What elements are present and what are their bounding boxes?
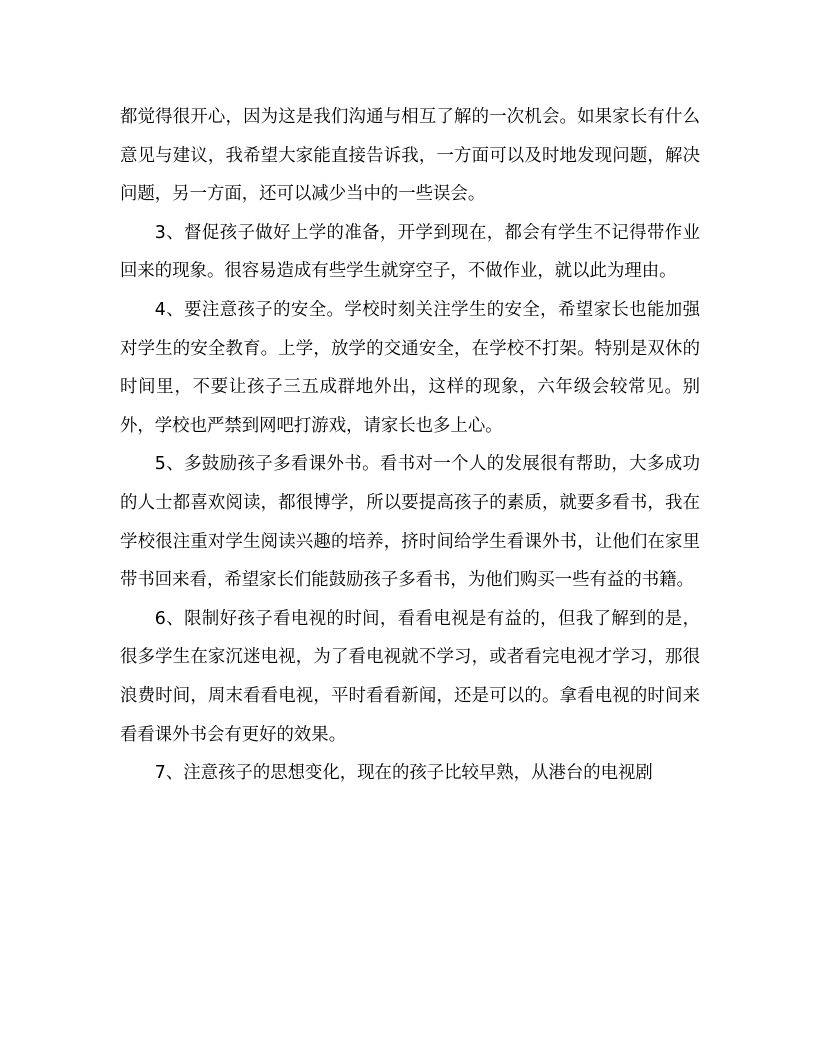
paragraph-item-7: 7、注意孩子的思想变化，现在的孩子比较早熟，从港台的电视剧 [154, 763, 653, 784]
body-text [120, 98, 700, 793]
paragraph-item-5: 5、多鼓励孩子多看课外书。看书对一个人的发展很有帮助，大多成功的人士都喜欢阅读，都很博学，所以要提高孩子的素质，就要多看书，我在学校很注重对学生阅读兴趣的培养，挤时间给学生看课外书，让他们在家里带书回来看，希望家长们能鼓励孩子多看书，为他们购买一些有益的书籍。 [120, 454, 700, 591]
paragraph-item-6: 6、限制好孩子看电视的时间，看看电视是有益的，但我了解到的是，很多学生在家沉迷电视，为了看电视就不学习，或者看完电视才学习，那很浪费时间，周末看看电视，平时看看新闻，还是可以的。拿看电视的时间来看看课外书会有更好的效果。 [120, 608, 700, 745]
paragraph-continuation: 都觉得很开心，因为这是我们沟通与相互了解的一次机会。如果家长有什么意见与建议，我希望大家能直接告诉我，一方面可以及时地发现问题，解决问题，另一方面，还可以减少当中的一些误会。 [120, 107, 700, 205]
paragraph-item-4: 4、要注意孩子的安全。学校时刻关注学生的安全，希望家长也能加强对学生的安全教育。上学，放学的交通安全，在学校不打架。特别是双休的时间里，不要让孩子三五成群地外出，这样的现象，六年级会较常见。别外，学校也严禁到网吧打游戏，请家长也多上心。 [120, 299, 700, 436]
paragraph-item-3: 3、督促孩子做好上学的准备，开学到现在，都会有学生不记得带作业回来的现象。很容易造成有些学生就穿空子，不做作业，就以此为理由。 [120, 222, 700, 282]
